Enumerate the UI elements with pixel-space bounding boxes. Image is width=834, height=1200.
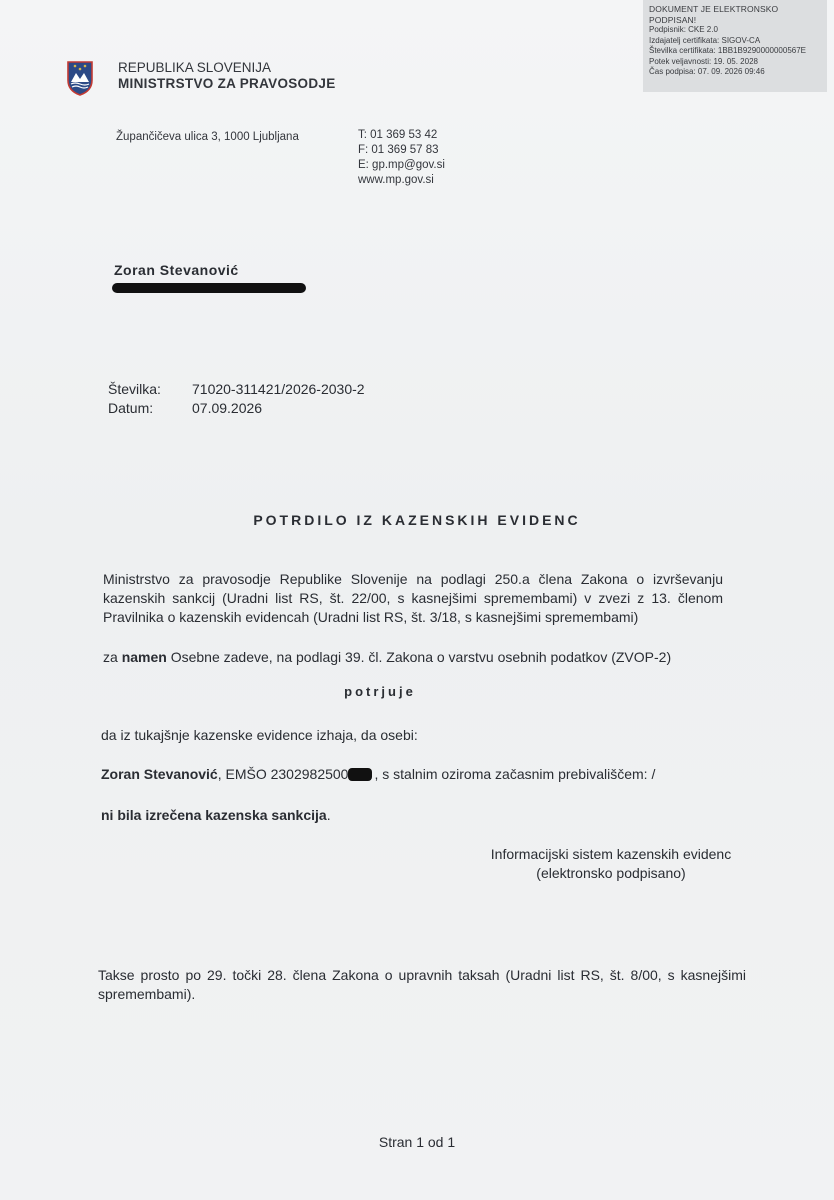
purpose-prefix: za [103, 649, 118, 665]
document-date: 07.09.2026 [192, 400, 263, 416]
sanction-text: ni bila izrečena kazenska sankcija [101, 807, 327, 823]
reference-number: 71020-311421/2026-2030-2 [192, 381, 365, 397]
sanction-line [101, 806, 331, 825]
contact-block [358, 128, 445, 188]
signature-line: Potek veljavnosti: 19. 05. 2028 [649, 56, 758, 66]
fee-note: Takse prosto po 29. točki 28. člena Zakona o upravnih taksah (Uradni list RS, št. 8/00, s kasnejšimi spremembami). [98, 967, 746, 1002]
intro-paragraph: Ministrstvo za pravosodje Republike Slovenije na podlagi 250.a člena Zakona o izvrševanju kazenskih sankcij (Uradni list RS, št. 22/00, s kasnejšimi spremembami) v zvezi z 13. členom Pravilnika o kazenskih evidencah (Uradni list RS, št. 3/18, s kasnejšimi spremembami) [103, 571, 723, 625]
phone-number: T: 01 369 53 42 [358, 129, 438, 141]
signature-title: DOKUMENT JE ELEKTRONSKO PODPISAN! [649, 4, 779, 25]
electronic-signature-box [643, 0, 827, 92]
recipient-name: Zoran Stevanović [114, 262, 239, 278]
person-name: Zoran Stevanović [101, 766, 218, 782]
issuer-signature-note: (elektronsko podpisano) [536, 865, 686, 881]
evidence-line: da iz tukajšnje kazenske evidence izhaja, da osebi: [101, 727, 418, 743]
signature-line: Podpisnik: CKE 2.0 [649, 25, 718, 34]
slovenia-coat-of-arms-icon [66, 60, 94, 96]
ministry-address: Župančičeva ulica 3, 1000 Ljubljana [116, 131, 299, 143]
signature-line: Čas podpisa: 07. 09. 2026 09:46 [649, 67, 765, 76]
redacted-email [112, 283, 306, 293]
purpose-keyword: namen [121, 649, 167, 665]
redacted-emso-digits [348, 768, 372, 781]
issuer-name: Informacijski sistem kazenskih evidenc [490, 846, 732, 862]
fax-number: F: 01 369 57 83 [358, 144, 439, 156]
residence-text: , s stalnim oziroma začasnim prebivališčem: / [374, 766, 656, 782]
country-name: REPUBLIKA SLOVENIJA [118, 60, 272, 75]
reference-block [108, 380, 365, 418]
emso-number: , EMŠO 2302982500 [217, 766, 349, 782]
ministry-name: MINISTRSTVO ZA PRAVOSODJE [118, 76, 336, 91]
page-number: Stran 1 od 1 [378, 1134, 456, 1150]
signature-line: Izdajatelj certifikata: SIGOV-CA [649, 35, 761, 45]
signature-line: Številka certifikata: 1BB1B9290000000567E [649, 46, 806, 55]
reference-number-label: Številka: [108, 381, 161, 397]
sanction-period: . [326, 807, 331, 823]
website: www.mp.gov.si [358, 174, 434, 186]
purpose-text: Osebne zadeve, na podlagi 39. čl. Zakona o varstvu osebnih podatkov (ZVOP-2) [170, 649, 672, 665]
confirms-heading: potrjuje [344, 684, 416, 699]
issuer-block [478, 845, 744, 883]
date-label: Datum: [108, 400, 154, 416]
person-line [101, 765, 655, 784]
email-address: E: gp.mp@gov.si [358, 159, 445, 171]
purpose-paragraph [103, 648, 671, 667]
document-title: POTRDILO IZ KAZENSKIH EVIDENC [253, 512, 581, 528]
ministry-heading [118, 60, 336, 92]
